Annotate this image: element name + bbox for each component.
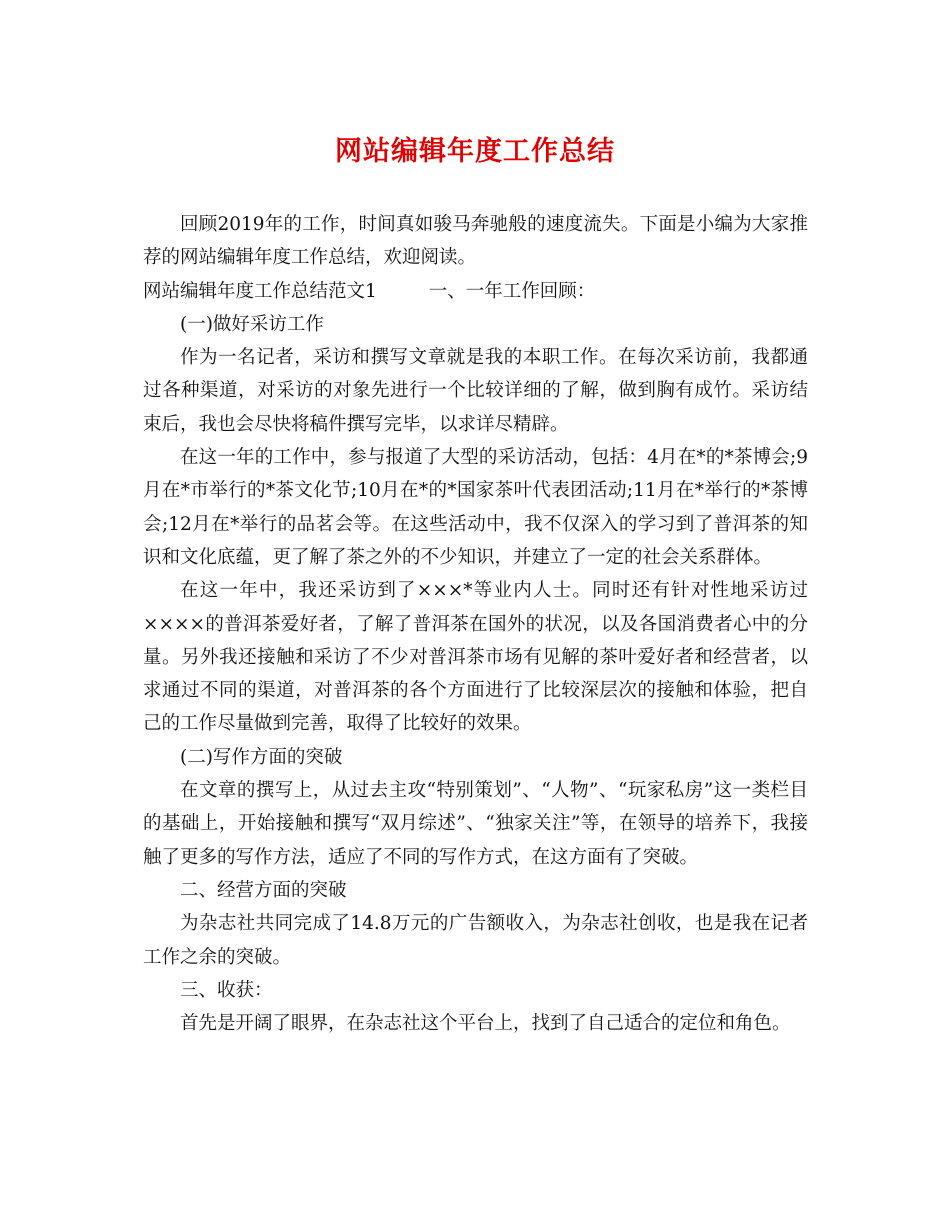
paragraph-intro: 回顾2019年的工作，时间真如骏马奔驰般的速度流失。下面是小编为大家推荐的网站编辑年度工作总结，欢迎阅读。 — [143, 214, 808, 269]
paragraph-interview-duty: 作为一名记者，采访和撰写文章就是我的本职工作。在每次采访前，我都通过各种渠道，对采访的对象先进行一个比较详细的了解，做到胸有成竹。采访结束后，我也会尽快将稿件撰写完毕，以求详尽精辟。 — [143, 347, 808, 435]
paragraph-activities: 在这一年的工作中，参与报道了大型的采访活动，包括：4月在*的*茶博会;9月在*市举行的*茶文化节;10月在*的*国家茶叶代表团活动;11月在*举行的*茶博会;12月在*举行的品茗会等。在这些活动中，我不仅深入的学习到了普洱茶的知识和文化底蕴，更了解了茶之外的不少知识，并建立了一定的社会关系群体。 — [143, 447, 808, 568]
document-title: 网站编辑年度工作总结 — [335, 136, 615, 167]
sample-title: 网站编辑年度工作总结范文1 — [143, 280, 377, 302]
paragraph-heading-line — [143, 275, 808, 308]
subheading-writing: (二)写作方面的突破 — [180, 746, 343, 768]
paragraph-writing: 在文章的撰写上，从过去主攻“特别策划”、“人物”、“玩家私房”这一类栏目的基础上，开始接触和撰写“双月综述”、“独家关注”等，在领导的培养下，我接触了更多的写作方法，适应了不同的写作方式，在这方面有了突破。 — [143, 780, 808, 868]
paragraph-interviewees: 在这一年中，我还采访到了×××*等业内人士。同时还有针对性地采访过××××的普洱茶爱好者，了解了普洱茶在国外的状况，以及各国消费者心中的分量。另外我还接触和采访了不少对普洱茶市场有见解的茶叶爱好者和经营者，以求通过不同的渠道，对普洱茶的各个方面进行了比较深层次的接触和体验，把自己的工作尽量做到完善，取得了比较好的效果。 — [143, 580, 808, 735]
heading-gains: 三、收获： — [180, 979, 273, 1001]
document-body — [143, 208, 808, 1040]
subheading-interview: (一)做好采访工作 — [180, 313, 324, 335]
paragraph-business: 为杂志社共同完成了14.8万元的广告额收入，为杂志社创收，也是我在记者工作之余的突破。 — [143, 913, 808, 968]
section-heading-review: 一、一年工作回顾： — [428, 280, 596, 302]
heading-business: 二、经营方面的突破 — [180, 879, 347, 901]
paragraph-gains: 首先是开阔了眼界，在杂志社这个平台上，找到了自己适合的定位和角色。 — [180, 1013, 791, 1035]
